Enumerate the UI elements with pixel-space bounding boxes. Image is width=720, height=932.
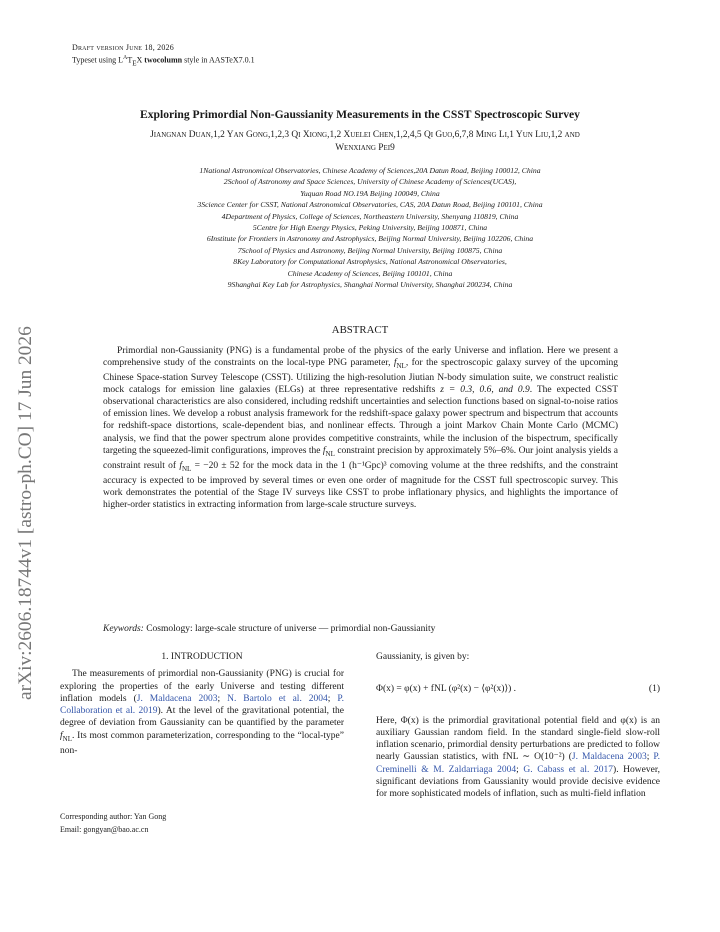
affiliation-line: Chinese Academy of Sciences, Beijing 100101, China [287,268,453,278]
affiliation-line: 2School of Astronomy and Space Sciences, University of Chinese Academy of Sciences(UCAS), [223,177,517,187]
author-email: Email: gongyan@bao.ac.cn [60,824,149,834]
preprint-header [72,42,255,69]
affiliation-line: 8Key Laboratory for Computational Astrophysics, National Astronomical Observatories, [233,257,507,267]
equation-body: Φ(x) = φ(x) + fNL (φ²(x) − ⟨φ²(x)⟩) . [376,684,517,695]
author-list [100,129,630,154]
citation-link[interactable]: P. Collaboration et al. 2019 [60,693,345,717]
keywords-text: Cosmology: large-scale structure of universe — primordial non-Gaussianity [143,624,436,634]
affiliation-line: 7School of Physics and Astronomy, Beijing Normal University, Beijing 100875, China [237,245,503,255]
paragraph-continuation: Gaussianity, is given by: [376,652,470,662]
affiliation-line: 9Shanghai Key Lab for Astrophysics, Shanghai Normal University, Shanghai 200234, China [227,280,513,290]
citation-link[interactable]: J. Maldacena 2003 [136,693,218,704]
equation-number: (1) [648,684,660,695]
affiliation-line: Yuquan Road NO.19A Beijing 100049, China [300,188,440,198]
affiliation-line: 3Science Center for CSST, National Astronomical Observatories, CAS, 20A Datun Road, Beijing 100101, China [197,200,543,210]
citation-link[interactable]: G. Cabass et al. 2017 [523,764,614,775]
typeset-note: Typeset using $L^AT_EX$ twocolumn style in AASTeX7.0.1 [72,55,255,68]
draft-version: Draft version June 18, 2026 [72,43,174,52]
citation-link[interactable]: N. Bartolo et al. 2004 [227,693,328,704]
paper-title: Exploring Primordial Non-Gaussianity Measurements in the CSST Spectroscopic Survey [140,108,580,121]
keywords [103,624,435,634]
affiliation-line: 6Institute for Frontiers in Astronomy and Astrophysics, Beijing Normal University, Beijing 102206, China [206,234,534,244]
author-line-2: Wenxiang Pei9 [335,142,395,153]
body-paragraph: Here, Φ(x) is the primordial gravitational potential field and φ(x) is an auxiliary Gaussian random field. In the standard single-field slow-roll inflation scenario, primordial density perturbations are predicted to follow nearly Gaussian statistics, with fNL ∼ O(10⁻²) (J. Maldacena 2003; P. Creminelli & M. Zaldarriaga 2004; G. Cabass et al. 2017). However, significant deviations from Gaussianity would provide decisive evidence for more sophisticated models of inflation, such as multi-field inflation [376,715,660,800]
abstract-heading: ABSTRACT [331,324,389,336]
affiliation-line: 1National Astronomical Observatories, Chinese Academy of Sciences,20A Datun Road, Beijing 100012, China [199,166,541,175]
intro-paragraph: The measurements of primordial non-Gaussianity (PNG) is crucial for exploring the properties of the early Universe and testing different inflation models (J. Maldacena 2003; N. Bartolo et al. 2004; P. Collaboration et al. 2019). At the level of the gravitational potential, the degree of deviation from Gaussianity can be quantified by the parameter $f_{NL}$. Its most common parameterization, corresponding to the “local-type” non- [60,669,345,756]
abstract-body: Primordial non-Gaussianity (PNG) is a fundamental probe of the physics of the early Universe and inflation. Here we present a comprehensive study of the constraints on the local-type PNG parameter, $f_{NL}$, for the spectroscopic galaxy survey of the upcoming Chinese Space-station Survey Telescope (CSST). Utilizing the high-resolution Jiutian N-body simulation suite, we construct realistic mock catalogs for emission line galaxies (ELGs) at three representative redshifts z = 0.3, 0.6, and 0.9. The expected CSST observational characteristics are also considered, including redshift uncertainties and selection functions based on signal-to-noise ratios of emission lines. We develop a robust analysis framework for the redshift-space galaxy power spectrum and bispectrum that accounts for redshift-space distortions, scale-dependent bias, and nonlinear effects. Through a joint Markov Chain Monte Carlo (MCMC) analysis, we find that the power spectrum alone provides competitive constraints, while the inclusion of the bispectrum, specifically targeting the squeezed-limit configurations, improves the $f_{NL}$ constraint precision by approximately 5%–6%. Our joint analysis yields a constraint result of $f_{NL} = -20 \pm 52$ for the mock data in the 1 (h⁻¹Gpc)³ comoving volume at the three redshifts, and the constraint accuracy is expected to be improved by several times or even one order of magnitude for the CSST full spectroscopic survey. This work demonstrates the potential of the Stage IV surveys like CSST to probe inflationary physics, and highlights the importance of higher-order statistics in extracting information from large-scale structure surveys. [103,346,619,510]
right-column [376,651,660,801]
corresponding-author: Corresponding author: Yan Gong [60,812,167,821]
footnote [60,811,166,836]
author-line-1: Jiangnan Duan,1,2 Yan Gong,1,2,3 Qi Xiong,1,2 Xuelei Chen,1,2,4,5 Qi Guo,6,7,8 Ming Li,1 Yun Liu,1,2 and [150,130,580,140]
arxiv-identifier-text: arXiv:2606.18744v1 [astro-ph.CO] 17 Jun 2026 [15,326,36,700]
citation-link[interactable]: J. Maldacena 2003 [571,752,647,763]
keywords-label: Keywords: [103,624,144,634]
equation-1 [376,683,660,695]
citation-link[interactable]: P. Creminelli & M. Zaldarriaga 2004 [376,752,660,775]
affiliation-line: 5Centre for High Energy Physics, Peking University, Beijing 100871, China [252,223,488,233]
affiliations [100,165,640,290]
section-heading: 1. INTRODUCTION [161,652,243,662]
left-column [60,651,344,757]
arxiv-identifier [7,230,39,700]
affiliation-line: 4Department of Physics, College of Sciences, Northeastern University, Shenyang 110819, China [221,211,519,221]
